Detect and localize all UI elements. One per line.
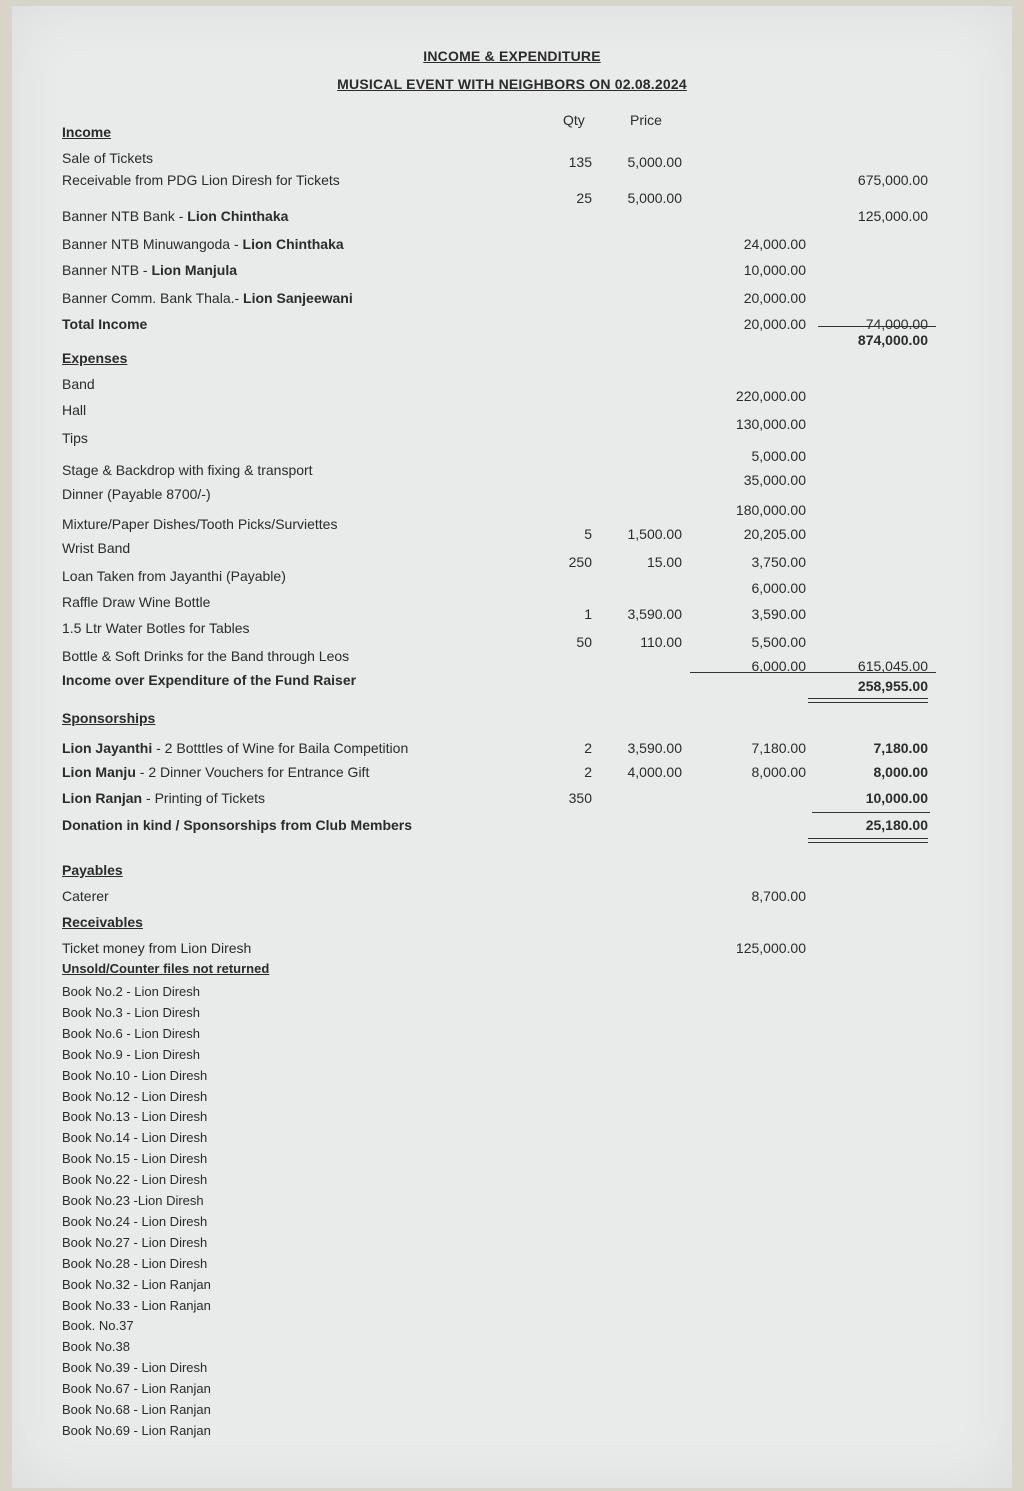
expense-row-label: Mixture/Paper Dishes/Tooth Picks/Surviettes: [62, 516, 338, 532]
unsold-book-item: Book No.28 - Lion Diresh: [62, 1255, 208, 1271]
sponsor-double-line: [808, 838, 928, 843]
income-row-price: 5,000.00: [627, 190, 682, 206]
income-row-label-text: Banner NTB Minuwangoda -: [62, 236, 243, 252]
income-row: [0, 236, 1024, 258]
sponsor-row-c3: 8,000.00: [751, 764, 806, 780]
sponsorships-heading: Sponsorships: [62, 710, 156, 726]
receivables-row: [0, 940, 1024, 962]
income-row-label: [62, 236, 344, 252]
expense-row: [0, 502, 1024, 538]
unsold-book-item: Book No.39 - Lion Diresh: [62, 1360, 208, 1376]
income-row-label-text: Total Income: [62, 316, 148, 332]
expenses-heading-row: [0, 350, 1024, 372]
payables-label: Caterer: [62, 888, 109, 904]
income-row: [0, 190, 1024, 230]
sponsor-desc: - 2 Botttles of Wine for Baila Competition: [152, 740, 409, 756]
expense-row-price: 110.00: [640, 634, 682, 650]
expense-row: [0, 606, 1024, 642]
income-row-price: 5,000.00: [627, 154, 682, 170]
payables-heading: Payables: [62, 862, 123, 878]
sponsorships-heading-row: [0, 710, 1024, 732]
unsold-heading: Unsold/Counter files not returned: [62, 961, 270, 976]
expense-row-label: Band: [62, 376, 95, 392]
expense-row-c3: 180,000.00: [735, 502, 806, 518]
sponsor-row-label: [62, 790, 265, 806]
income-row-label-text: Banner Comm. Bank Thala.-: [62, 290, 244, 306]
unsold-book-item: Book No.22 - Lion Diresh: [62, 1172, 208, 1188]
income-row-label-bold: Lion Manjula: [151, 262, 238, 278]
income-row: [0, 262, 1024, 284]
income-row-label-text: Banner NTB -: [62, 262, 152, 278]
expenses-line: [690, 672, 936, 673]
document-subtitle: MUSICAL EVENT WITH NEIGHBORS ON 02.08.2024: [337, 76, 687, 92]
expense-row-qty: 5: [584, 526, 592, 542]
income-subtotal-line: [818, 326, 936, 327]
income-row-c4: 675,000.00: [857, 172, 928, 188]
expense-row-price: 3,590.00: [627, 606, 682, 622]
expense-row-label: Wrist Band: [62, 540, 131, 556]
sponsor-desc: - Printing of Tickets: [142, 790, 266, 806]
expense-row-label: Hall: [62, 402, 87, 418]
receivables-label: Ticket money from Lion Diresh: [62, 940, 252, 956]
expense-row-label: Income over Expenditure of the Fund Raiser: [62, 672, 357, 688]
sponsor-desc: - 2 Dinner Vouchers for Entrance Gift: [135, 764, 370, 780]
expense-row-c3: 6,000.00: [751, 658, 806, 674]
income-row-c4: 125,000.00: [857, 208, 928, 224]
price-header: Price: [630, 112, 662, 128]
receivables-heading-row: [0, 914, 1024, 936]
unsold-book-item: Book No.6 - Lion Diresh: [62, 1025, 201, 1041]
income-row-label-text: Sale of Tickets: [62, 150, 154, 166]
expense-row-label: 1.5 Ltr Water Botles for Tables: [62, 620, 250, 636]
unsold-book-item: Book. No.37: [62, 1318, 134, 1334]
income-row-label: [62, 150, 153, 166]
receivables-heading: Receivables: [62, 914, 143, 930]
sponsor-row-c4: 7,180.00: [873, 740, 928, 756]
sponsor-row: [0, 740, 1024, 762]
unsold-book-item: Book No.32 - Lion Ranjan: [62, 1276, 211, 1292]
income-total-value: 874,000.00: [857, 332, 928, 348]
payables-row: [0, 888, 1024, 910]
sponsor-row-price: 4,000.00: [627, 764, 682, 780]
expense-row-c3: 20,205.00: [743, 526, 806, 542]
expense-row-label: Dinner (Payable 8700/-): [62, 486, 211, 502]
income-row-label: [62, 316, 147, 332]
income-row: [0, 290, 1024, 312]
expense-row-price: 15.00: [646, 554, 682, 570]
expense-row: [0, 580, 1024, 616]
expense-row: [0, 416, 1024, 452]
income-row-c3: 24,000.00: [743, 236, 806, 252]
expense-row: [0, 554, 1024, 590]
sponsor-name: Lion Jayanthi: [62, 740, 153, 756]
unsold-book-item: Book No.2 - Lion Diresh: [62, 984, 201, 999]
income-row-qty: 25: [576, 190, 592, 206]
expense-row-c3: 220,000.00: [735, 388, 806, 404]
sponsor-row-qty: 2: [584, 764, 592, 780]
unsold-book-item: Book No.3 - Lion Diresh: [62, 1004, 201, 1020]
expense-row-qty: 250: [568, 554, 592, 570]
expense-row-qty: 50: [576, 634, 592, 650]
document-title: INCOME & EXPENDITURE: [423, 48, 601, 64]
income-row-c3: 20,000.00: [743, 316, 806, 332]
income-row-label: [62, 262, 237, 278]
income-row-qty: 135: [568, 154, 592, 170]
sponsor-name: Lion Manju: [62, 764, 136, 780]
expense-row: [0, 448, 1024, 484]
unsold-book-item: Book No.10 - Lion Diresh: [62, 1067, 208, 1083]
expense-row-label: Tips: [62, 430, 88, 446]
unsold-book-item: Book No.33 - Lion Ranjan: [62, 1297, 211, 1313]
sponsor-row: [0, 790, 1024, 812]
unsold-heading-row: [0, 961, 1024, 983]
unsold-book-item: Book No.27 - Lion Diresh: [62, 1234, 208, 1250]
sponsor-row-c4: 10,000.00: [865, 790, 928, 806]
unsold-book-item: Book No.38: [62, 1339, 130, 1355]
payables-value: 8,700.00: [751, 888, 806, 904]
income-row-label-bold: Lion Chinthaka: [242, 236, 344, 252]
net-value: 258,955.00: [857, 678, 928, 694]
unsold-book-item: Book No.24 - Lion Diresh: [62, 1213, 208, 1229]
expense-row: [0, 376, 1024, 398]
net-row: [0, 678, 1024, 700]
sponsor-subtotal-line: [812, 812, 930, 813]
expense-row: [0, 526, 1024, 562]
column-header-row: [0, 112, 1024, 140]
income-row-label-bold: Lion Chinthaka: [187, 208, 289, 224]
income-row-c4: 74,000.00: [865, 316, 928, 332]
expense-row-price: 1,500.00: [627, 526, 682, 542]
unsold-book-item: Book No.68 - Lion Ranjan: [62, 1402, 211, 1417]
expense-row-label: Raffle Draw Wine Bottle: [62, 594, 211, 610]
payables-heading-row: [0, 862, 1024, 884]
unsold-book-item: Book No.13 - Lion Diresh: [62, 1109, 208, 1125]
income-row-label: [62, 290, 353, 306]
unsold-book-item: Book No.67 - Lion Ranjan: [62, 1381, 211, 1397]
sponsor-row-c4: 8,000.00: [873, 764, 928, 780]
expense-row-label: Bottle & Soft Drinks for the Band through Leos: [62, 648, 350, 664]
expense-row: [0, 388, 1024, 424]
income-heading: Income: [62, 124, 112, 140]
unsold-book-item: Book No.14 - Lion Diresh: [62, 1130, 208, 1146]
net-double-line: [808, 698, 928, 703]
expense-row-c3: 130,000.00: [735, 416, 806, 432]
expense-row-label: Loan Taken from Jayanthi (Payable): [62, 568, 286, 584]
income-row-label-bold: Lion Sanjeewani: [243, 290, 353, 306]
unsold-book-item: Book No.12 - Lion Diresh: [62, 1088, 208, 1104]
sponsor-row-label: [62, 740, 408, 756]
unsold-book-item: Book No.69 - Lion Ranjan: [62, 1422, 211, 1438]
sponsor-row-qty: 2: [584, 740, 592, 756]
sponsor-row-label: [62, 764, 369, 780]
expense-row-c3: 5,000.00: [751, 448, 806, 464]
sponsor-total-label: Donation in kind / Sponsorships from Club Members: [62, 817, 413, 833]
income-row-label-text: Receivable from PDG Lion Diresh for Tickets: [62, 172, 340, 188]
unsold-book-item: Book No.15 - Lion Diresh: [62, 1151, 208, 1167]
sponsor-name: Lion Ranjan: [62, 790, 143, 806]
sponsor-row-price: 3,590.00: [627, 740, 682, 756]
unsold-book-item: Book No.23 -Lion Diresh: [62, 1193, 204, 1208]
income-row-label: [62, 208, 288, 224]
expense-row-c3: 3,590.00: [751, 606, 806, 622]
sponsor-row-c3: 7,180.00: [751, 740, 806, 756]
sponsor-total-row: [0, 817, 1024, 839]
income-row: [0, 150, 1024, 172]
expense-row-c3: 6,000.00: [751, 580, 806, 596]
sponsor-row-qty: 350: [568, 790, 592, 806]
unsold-book-item: Book No.9 - Lion Diresh: [62, 1046, 201, 1062]
expense-row-c3: 5,500.00: [751, 634, 806, 650]
sponsor-total-value: 25,180.00: [865, 817, 928, 833]
income-row-label-text: Banner NTB Bank -: [62, 208, 188, 224]
income-row-label: [62, 172, 340, 188]
expense-row-c3: 3,750.00: [751, 554, 806, 570]
sponsor-row: [0, 764, 1024, 786]
expense-row-qty: 1: [584, 606, 592, 622]
income-row-c3: 10,000.00: [743, 262, 806, 278]
expense-row: [0, 472, 1024, 508]
qty-header: Qty: [563, 112, 585, 128]
receivables-value: 125,000.00: [735, 940, 806, 956]
expenses-heading: Expenses: [62, 350, 128, 366]
expense-row-c3: 35,000.00: [743, 472, 806, 488]
expense-row-c4: 615,045.00: [857, 658, 928, 674]
income-row-c3: 20,000.00: [743, 290, 806, 306]
expense-row-label: Stage & Backdrop with fixing & transport: [62, 462, 313, 478]
